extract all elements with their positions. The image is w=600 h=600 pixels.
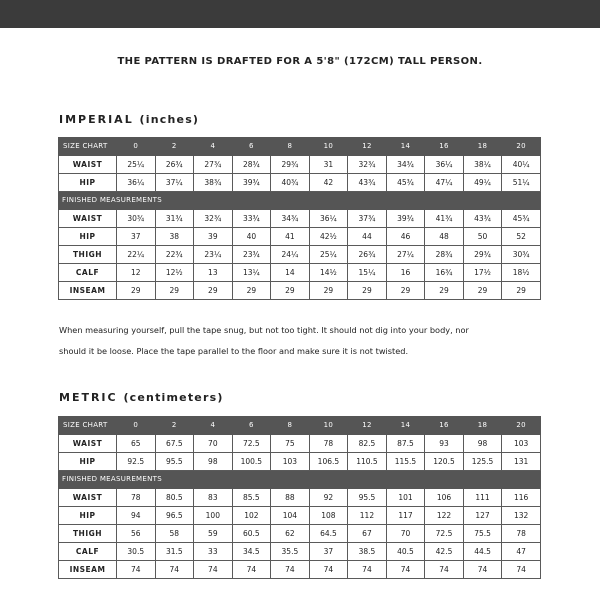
size-header-cell: 6 — [232, 417, 271, 435]
body-measurement-row — [59, 453, 541, 471]
finished-measurement-row — [59, 561, 541, 579]
row-label: THIGH — [59, 525, 117, 543]
value-cell: 127 — [463, 507, 502, 525]
value-cell: 100.5 — [232, 453, 271, 471]
size-header-cell: 4 — [194, 417, 233, 435]
value-cell: 29 — [271, 282, 310, 300]
size-header-cell: 10 — [309, 417, 348, 435]
value-cell: 22¾ — [155, 246, 194, 264]
value-cell: 29¾ — [463, 246, 502, 264]
size-header-cell: 2 — [155, 417, 194, 435]
finished-measurement-row — [59, 228, 541, 246]
size-header-cell: 12 — [348, 138, 387, 156]
value-cell: 26¾ — [155, 156, 194, 174]
value-cell: 117 — [386, 507, 425, 525]
value-cell: 70 — [386, 525, 425, 543]
top-bar — [0, 0, 600, 28]
value-cell: 17½ — [463, 264, 502, 282]
finished-header-row — [59, 192, 541, 210]
value-cell: 48 — [425, 228, 464, 246]
value-cell: 52 — [502, 228, 541, 246]
finished-measurement-row — [59, 210, 541, 228]
value-cell: 42 — [309, 174, 348, 192]
value-cell: 23¾ — [232, 246, 271, 264]
value-cell: 44 — [348, 228, 387, 246]
value-cell: 37 — [309, 543, 348, 561]
value-cell: 26¾ — [348, 246, 387, 264]
value-cell: 38.5 — [348, 543, 387, 561]
value-cell: 29 — [309, 282, 348, 300]
value-cell: 42½ — [309, 228, 348, 246]
size-header-cell: 12 — [348, 417, 387, 435]
imperial-size-table — [58, 137, 541, 300]
value-cell: 32¾ — [194, 210, 233, 228]
size-header-cell: 6 — [232, 138, 271, 156]
value-cell: 23¼ — [194, 246, 233, 264]
size-header-cell: 18 — [463, 138, 502, 156]
value-cell: 87.5 — [386, 435, 425, 453]
value-cell: 29¾ — [271, 156, 310, 174]
size-header-row — [59, 417, 541, 435]
body-measurement-row — [59, 174, 541, 192]
value-cell: 74 — [194, 561, 233, 579]
row-label: HIP — [59, 453, 117, 471]
value-cell: 116 — [502, 489, 541, 507]
imperial-unit: (inches) — [139, 113, 200, 126]
row-label: WAIST — [59, 435, 117, 453]
size-header-cell: 8 — [271, 138, 310, 156]
finished-measurement-row — [59, 489, 541, 507]
value-cell: 24¼ — [271, 246, 310, 264]
size-header-cell: 10 — [309, 138, 348, 156]
value-cell: 41¾ — [425, 210, 464, 228]
size-header-cell: 20 — [502, 417, 541, 435]
measuring-note — [59, 320, 549, 362]
value-cell: 13 — [194, 264, 233, 282]
value-cell: 33 — [194, 543, 233, 561]
value-cell: 60.5 — [232, 525, 271, 543]
row-label: WAIST — [59, 489, 117, 507]
value-cell: 72.5 — [232, 435, 271, 453]
value-cell: 112 — [348, 507, 387, 525]
value-cell: 40¾ — [271, 174, 310, 192]
value-cell: 51¼ — [502, 174, 541, 192]
value-cell: 95.5 — [348, 489, 387, 507]
value-cell: 12½ — [155, 264, 194, 282]
value-cell: 120.5 — [425, 453, 464, 471]
imperial-title — [59, 113, 199, 126]
value-cell: 22¼ — [117, 246, 156, 264]
imperial-title-text: IMPERIAL — [59, 113, 134, 126]
value-cell: 103 — [271, 453, 310, 471]
value-cell: 74 — [309, 561, 348, 579]
finished-measurement-row — [59, 246, 541, 264]
value-cell: 45¾ — [386, 174, 425, 192]
row-label: INSEAM — [59, 282, 117, 300]
finished-measurement-row — [59, 525, 541, 543]
value-cell: 18½ — [502, 264, 541, 282]
size-header-cell: 0 — [117, 417, 156, 435]
finished-measurement-row — [59, 282, 541, 300]
value-cell: 41 — [271, 228, 310, 246]
value-cell: 96.5 — [155, 507, 194, 525]
value-cell: 74 — [425, 561, 464, 579]
value-cell: 103 — [502, 435, 541, 453]
value-cell: 74 — [117, 561, 156, 579]
value-cell: 49¼ — [463, 174, 502, 192]
finished-measurement-row — [59, 543, 541, 561]
value-cell: 110.5 — [348, 453, 387, 471]
value-cell: 30¾ — [117, 210, 156, 228]
value-cell: 34¾ — [271, 210, 310, 228]
value-cell: 34.5 — [232, 543, 271, 561]
value-cell: 47 — [502, 543, 541, 561]
value-cell: 36¼ — [425, 156, 464, 174]
value-cell: 30¾ — [502, 246, 541, 264]
value-cell: 33¾ — [232, 210, 271, 228]
value-cell: 64.5 — [309, 525, 348, 543]
value-cell: 29 — [155, 282, 194, 300]
value-cell: 31¾ — [155, 210, 194, 228]
value-cell: 16 — [386, 264, 425, 282]
note-line-2: should it be loose. Place the tape parallel to the floor and make sure it is not twisted. — [59, 346, 409, 356]
value-cell: 74 — [386, 561, 425, 579]
value-cell: 101 — [386, 489, 425, 507]
value-cell: 37¾ — [348, 210, 387, 228]
row-label: HIP — [59, 228, 117, 246]
value-cell: 58 — [155, 525, 194, 543]
value-cell: 29 — [117, 282, 156, 300]
size-header-cell: 18 — [463, 417, 502, 435]
value-cell: 29 — [463, 282, 502, 300]
row-label: CALF — [59, 543, 117, 561]
row-label: HIP — [59, 507, 117, 525]
value-cell: 78 — [502, 525, 541, 543]
value-cell: 36¼ — [117, 174, 156, 192]
value-cell: 78 — [117, 489, 156, 507]
size-header-row — [59, 138, 541, 156]
value-cell: 98 — [194, 453, 233, 471]
size-header-cell: 16 — [425, 138, 464, 156]
value-cell: 16¾ — [425, 264, 464, 282]
size-header-cell: 0 — [117, 138, 156, 156]
finished-measurements-label: FINISHED MEASUREMENTS — [59, 471, 541, 489]
value-cell: 92 — [309, 489, 348, 507]
value-cell: 40.5 — [386, 543, 425, 561]
value-cell: 13¼ — [232, 264, 271, 282]
value-cell: 70 — [194, 435, 233, 453]
value-cell: 25¼ — [117, 156, 156, 174]
size-chart-label: SIZE CHART — [59, 138, 117, 156]
value-cell: 43¾ — [463, 210, 502, 228]
value-cell: 29 — [348, 282, 387, 300]
row-label: WAIST — [59, 156, 117, 174]
value-cell: 67.5 — [155, 435, 194, 453]
value-cell: 35.5 — [271, 543, 310, 561]
value-cell: 12 — [117, 264, 156, 282]
value-cell: 108 — [309, 507, 348, 525]
value-cell: 25¼ — [309, 246, 348, 264]
value-cell: 46 — [386, 228, 425, 246]
value-cell: 28¾ — [232, 156, 271, 174]
body-measurement-row — [59, 435, 541, 453]
value-cell: 29 — [232, 282, 271, 300]
value-cell: 115.5 — [386, 453, 425, 471]
value-cell: 32¾ — [348, 156, 387, 174]
size-header-cell: 16 — [425, 417, 464, 435]
value-cell: 39¾ — [386, 210, 425, 228]
value-cell: 47¼ — [425, 174, 464, 192]
value-cell: 29 — [425, 282, 464, 300]
value-cell: 92.5 — [117, 453, 156, 471]
finished-measurements-label: FINISHED MEASUREMENTS — [59, 192, 541, 210]
value-cell: 43¾ — [348, 174, 387, 192]
value-cell: 122 — [425, 507, 464, 525]
finished-measurement-row — [59, 264, 541, 282]
value-cell: 74 — [463, 561, 502, 579]
value-cell: 132 — [502, 507, 541, 525]
finished-header-row — [59, 471, 541, 489]
size-header-cell: 20 — [502, 138, 541, 156]
value-cell: 85.5 — [232, 489, 271, 507]
value-cell: 31 — [309, 156, 348, 174]
value-cell: 62 — [271, 525, 310, 543]
value-cell: 74 — [155, 561, 194, 579]
value-cell: 40 — [232, 228, 271, 246]
value-cell: 131 — [502, 453, 541, 471]
size-header-cell: 4 — [194, 138, 233, 156]
value-cell: 78 — [309, 435, 348, 453]
note-line-1: When measuring yourself, pull the tape snug, but not too tight. It should not dig into your body, nor — [59, 325, 469, 335]
size-chart-label: SIZE CHART — [59, 417, 117, 435]
value-cell: 56 — [117, 525, 156, 543]
value-cell: 29 — [502, 282, 541, 300]
metric-title-text: METRIC — [59, 391, 118, 404]
value-cell: 80.5 — [155, 489, 194, 507]
value-cell: 38¼ — [463, 156, 502, 174]
value-cell: 95.5 — [155, 453, 194, 471]
value-cell: 104 — [271, 507, 310, 525]
value-cell: 83 — [194, 489, 233, 507]
value-cell: 27¼ — [386, 246, 425, 264]
size-header-cell: 8 — [271, 417, 310, 435]
value-cell: 106 — [425, 489, 464, 507]
value-cell: 38¾ — [194, 174, 233, 192]
value-cell: 67 — [348, 525, 387, 543]
value-cell: 44.5 — [463, 543, 502, 561]
finished-measurement-row — [59, 507, 541, 525]
value-cell: 94 — [117, 507, 156, 525]
value-cell: 65 — [117, 435, 156, 453]
value-cell: 75 — [271, 435, 310, 453]
metric-size-table — [58, 416, 541, 579]
value-cell: 34¾ — [386, 156, 425, 174]
value-cell: 30.5 — [117, 543, 156, 561]
value-cell: 45¾ — [502, 210, 541, 228]
value-cell: 102 — [232, 507, 271, 525]
row-label: THIGH — [59, 246, 117, 264]
value-cell: 40¼ — [502, 156, 541, 174]
value-cell: 14½ — [309, 264, 348, 282]
row-label: WAIST — [59, 210, 117, 228]
size-header-cell: 14 — [386, 417, 425, 435]
value-cell: 82.5 — [348, 435, 387, 453]
headline: THE PATTERN IS DRAFTED FOR A 5'8" (172CM) TALL PERSON. — [117, 56, 483, 67]
value-cell: 14 — [271, 264, 310, 282]
value-cell: 37 — [117, 228, 156, 246]
value-cell: 98 — [463, 435, 502, 453]
row-label: CALF — [59, 264, 117, 282]
value-cell: 74 — [232, 561, 271, 579]
value-cell: 28¾ — [425, 246, 464, 264]
value-cell: 88 — [271, 489, 310, 507]
value-cell: 125.5 — [463, 453, 502, 471]
value-cell: 42.5 — [425, 543, 464, 561]
value-cell: 106.5 — [309, 453, 348, 471]
row-label: HIP — [59, 174, 117, 192]
metric-unit: (centimeters) — [123, 391, 224, 404]
value-cell: 74 — [348, 561, 387, 579]
value-cell: 38 — [155, 228, 194, 246]
value-cell: 39¾ — [232, 174, 271, 192]
value-cell: 50 — [463, 228, 502, 246]
size-header-cell: 14 — [386, 138, 425, 156]
value-cell: 37¼ — [155, 174, 194, 192]
value-cell: 74 — [502, 561, 541, 579]
value-cell: 39 — [194, 228, 233, 246]
value-cell: 93 — [425, 435, 464, 453]
value-cell: 59 — [194, 525, 233, 543]
value-cell: 72.5 — [425, 525, 464, 543]
value-cell: 31.5 — [155, 543, 194, 561]
value-cell: 29 — [194, 282, 233, 300]
value-cell: 74 — [271, 561, 310, 579]
value-cell: 27¾ — [194, 156, 233, 174]
size-header-cell: 2 — [155, 138, 194, 156]
row-label: INSEAM — [59, 561, 117, 579]
value-cell: 15¼ — [348, 264, 387, 282]
value-cell: 111 — [463, 489, 502, 507]
value-cell: 75.5 — [463, 525, 502, 543]
value-cell: 100 — [194, 507, 233, 525]
metric-title — [59, 391, 224, 404]
value-cell: 29 — [386, 282, 425, 300]
body-measurement-row — [59, 156, 541, 174]
value-cell: 36¼ — [309, 210, 348, 228]
